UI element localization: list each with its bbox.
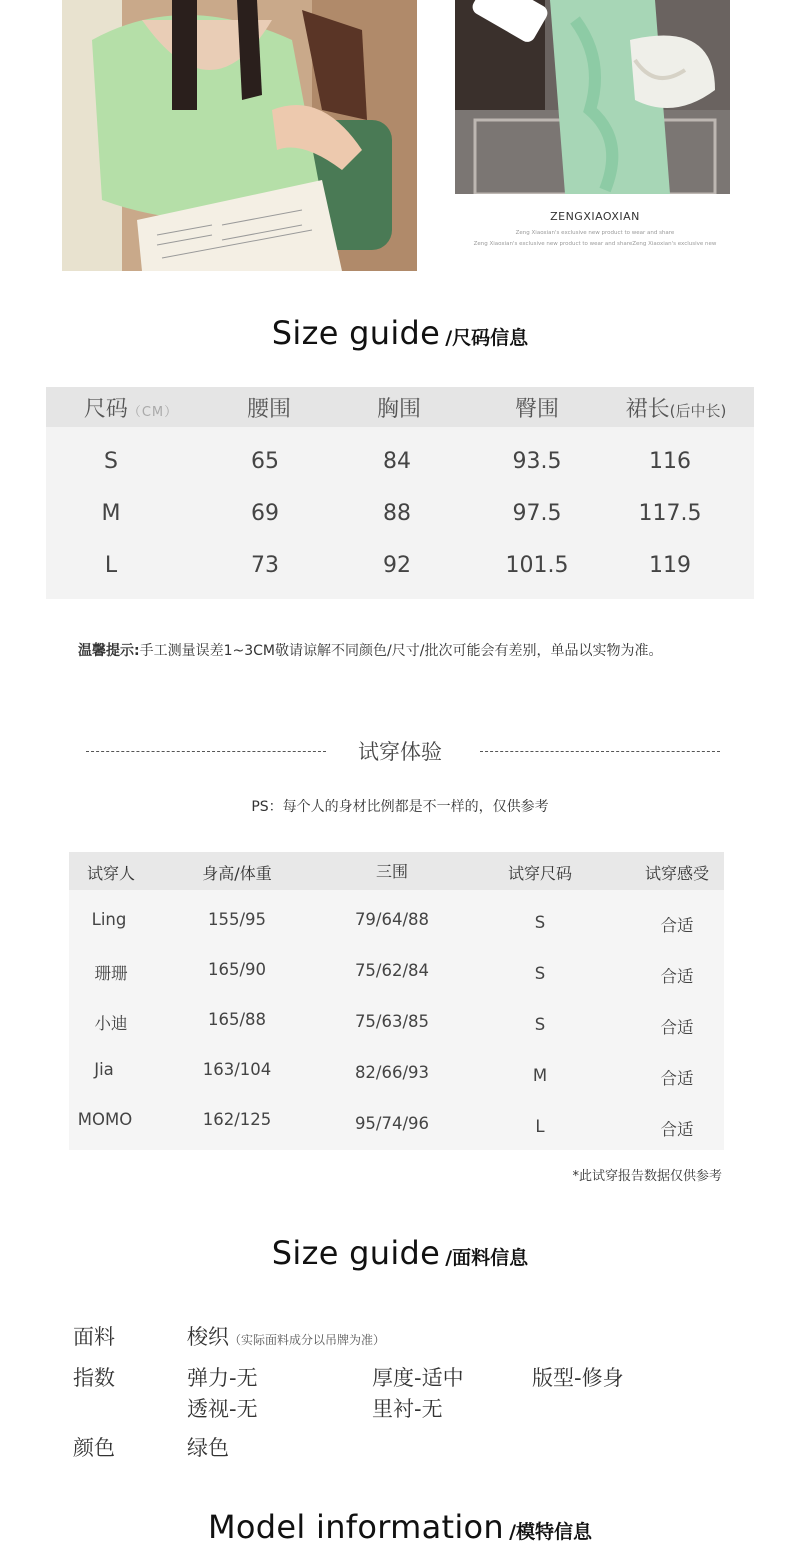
tip-text: 手工测量误差1~3CM敬请谅解不同颜色/尺寸/批次可能会有差别，单品以实物为准。	[139, 643, 663, 659]
tryon-row-3-size: S	[534, 1015, 546, 1034]
tryon-row-5-meas: 95/74/96	[354, 1114, 430, 1133]
size-table	[46, 387, 754, 599]
fabric-heading	[0, 1234, 800, 1272]
tryon-row-4-meas: 82/66/93	[354, 1063, 430, 1082]
tryon-header-person: 试穿人	[86, 864, 135, 883]
model-subtitle: /模特信息	[509, 1521, 593, 1543]
model-heading	[0, 1508, 800, 1546]
model-title: Model information	[207, 1508, 504, 1546]
fabric-label: 面料	[73, 1325, 115, 1349]
index-see-through: 透视-无	[187, 1397, 258, 1421]
color-value: 绿色	[187, 1436, 229, 1460]
index-label: 指数	[73, 1366, 115, 1390]
color-label: 颜色	[73, 1436, 115, 1460]
tryon-row-1-size: S	[534, 913, 546, 932]
product-photo-right	[455, 0, 730, 194]
size-row-m-size: M	[101, 501, 121, 526]
size-row-m-length: 117.5	[638, 501, 702, 526]
fabric-note: （实际面料成分以吊牌为准）	[229, 1333, 386, 1347]
size-row-m-waist: 69	[251, 501, 279, 526]
tryon-title: 试穿体验	[358, 740, 442, 764]
tryon-ps: PS：每个人的身材比例都是不一样的，仅供参考	[251, 799, 549, 815]
divider-right	[480, 751, 720, 752]
size-row-l-chest: 92	[383, 553, 411, 578]
tryon-row-5-feel: 合适	[660, 1120, 694, 1139]
fabric-value: 梭织（实际面料成分以吊牌为准）	[187, 1325, 386, 1349]
fabric-title: Size guide	[271, 1234, 441, 1272]
size-header-waist: 腰围	[246, 397, 291, 422]
tryon-row-5-hw: 162/125	[202, 1110, 272, 1129]
tryon-row-4-person: Jia	[94, 1060, 114, 1079]
tryon-row-2-feel: 合适	[660, 967, 694, 986]
size-guide-heading	[0, 314, 800, 352]
measurement-tip	[78, 640, 662, 660]
tryon-row-1-meas: 79/64/88	[354, 910, 430, 929]
size-row-l-length: 119	[649, 553, 691, 578]
size-row-s-size: S	[104, 449, 118, 474]
index-fit: 版型-修身	[532, 1366, 624, 1390]
fabric-subtitle: /面料信息	[445, 1247, 529, 1269]
tryon-row-3-feel: 合适	[660, 1018, 694, 1037]
tryon-header-measurements: 三围	[375, 862, 408, 881]
tryon-row-3-hw: 165/88	[207, 1010, 267, 1029]
tryon-header-feeling: 试穿感受	[644, 864, 709, 883]
tryon-header-size: 试穿尺码	[507, 864, 572, 883]
size-row-s-waist: 65	[251, 449, 279, 474]
tryon-row-1-person: Ling	[91, 910, 127, 929]
tryon-row-4-hw: 163/104	[202, 1060, 272, 1079]
brand-tagline-2: Zeng Xiaoxian's exclusive new product to wear and shareZeng Xiaoxian's exclusive new	[473, 241, 717, 247]
tryon-row-5-size: L	[535, 1117, 545, 1136]
size-header-chest: 胸围	[376, 397, 421, 422]
size-row-l-size: L	[104, 553, 118, 578]
size-guide-subtitle: /尺码信息	[445, 327, 529, 349]
product-photo-left	[62, 0, 417, 271]
tryon-row-4-size: M	[532, 1066, 548, 1085]
size-header-size: 尺码（CM）	[83, 397, 179, 422]
tryon-table	[69, 852, 724, 1150]
size-row-l-waist: 73	[251, 553, 279, 578]
size-row-s-chest: 84	[383, 449, 411, 474]
tryon-row-3-person: 小迪	[94, 1014, 128, 1033]
brand-name: ZENGXIAOXIAN	[550, 210, 640, 223]
tryon-row-1-hw: 155/95	[207, 910, 267, 929]
size-row-s-length: 116	[649, 449, 691, 474]
tryon-row-4-feel: 合适	[660, 1069, 694, 1088]
size-row-m-hip: 97.5	[512, 501, 562, 526]
tryon-note: *此试穿报告数据仅供参考	[572, 1169, 722, 1184]
size-row-m-chest: 88	[383, 501, 411, 526]
index-thickness: 厚度-适中	[372, 1366, 464, 1390]
tip-label: 温馨提示:	[78, 643, 140, 659]
tryon-row-2-person: 珊珊	[94, 964, 128, 983]
tryon-row-2-size: S	[534, 964, 546, 983]
tryon-row-5-person: MOMO	[77, 1110, 133, 1129]
tryon-row-3-meas: 75/63/85	[354, 1012, 430, 1031]
index-lining: 里衬-无	[372, 1397, 443, 1421]
brand-tagline-1: Zeng Xiaoxian's exclusive new product to wear and share	[515, 230, 675, 236]
size-guide-title: Size guide	[271, 314, 441, 352]
index-elastic: 弹力-无	[187, 1366, 258, 1390]
tryon-header-height-weight: 身高/体重	[202, 864, 272, 883]
tryon-row-2-hw: 165/90	[207, 960, 267, 979]
size-row-l-hip: 101.5	[505, 553, 569, 578]
size-row-s-hip: 93.5	[512, 449, 562, 474]
size-header-hip: 臀围	[514, 397, 559, 422]
tryon-row-1-feel: 合适	[660, 916, 694, 935]
tryon-row-2-meas: 75/62/84	[354, 961, 430, 980]
size-header-length: 裙长(后中长)	[625, 397, 727, 422]
